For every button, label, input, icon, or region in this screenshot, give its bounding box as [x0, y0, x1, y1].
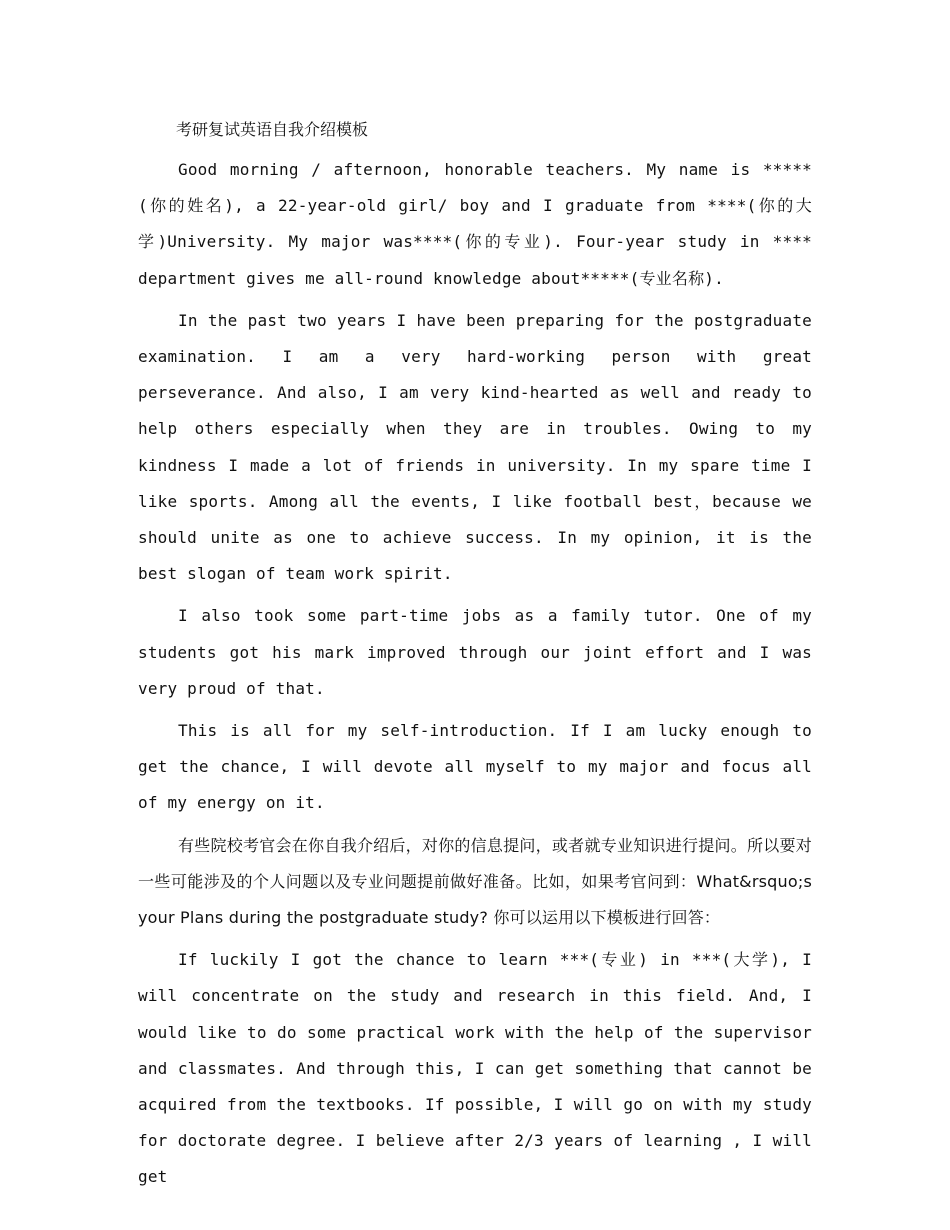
paragraph-personal-traits: In the past two years I have been preparing for the postgraduate examination. I am a very hard-working person with great perseverance. And also, I am very kind-hearted as well and ready to help others especially when they are in troubles. Owing to my kindness I made a lot of friends in university. In my spare time I like sports. Among all the events, I like football best，because we should unite as one to achieve success. In my opinion, it is the best slogan of team work spirit. [138, 310, 812, 584]
paragraph-study-plan-template: If luckily I got the chance to learn ***(专业) in ***(大学), I will concentrate on the study and research in this field. And, I would like to do some practical work with the help of the supervisor and classmates. And through this, I can get something that cannot be acquired from the textbooks. If possible, I will go on with my study for doctorate degree. I believe after 2/3 years of learning , I will get [138, 950, 812, 1187]
paragraph-self-introduction-opening: Good morning / afternoon, honorable teachers. My name is *****(你的姓名), a 22-year-old girl/ boy and I graduate from ****(你的大学)University. My major was****(你的专业). Four-year study in **** department gives me all-round knowledge about*****(专业名称). [138, 160, 812, 288]
document-title: 考研复试英语自我介绍模板 [176, 120, 369, 139]
paragraph-exam-advice: 有些院校考官会在你自我介绍后，对你的信息提问，或者就专业知识进行提问。所以要对一些可能涉及的个人问题以及专业问题提前做好准备。比如，如果考官问到：What&rsquo;s your Plans during the postgraduate study? 你可以运用以下模板进行回答： [138, 835, 812, 928]
paragraph-part-time-experience: I also took some part-time jobs as a family tutor. One of my students got his mark improved through our joint effort and I was very proud of that. [138, 606, 812, 698]
paragraph-closing: This is all for my self-introduction. If I am lucky enough to get the chance, I will devote all myself to my major and focus all of my energy on it. [138, 721, 812, 813]
document-content [138, 118, 812, 1202]
